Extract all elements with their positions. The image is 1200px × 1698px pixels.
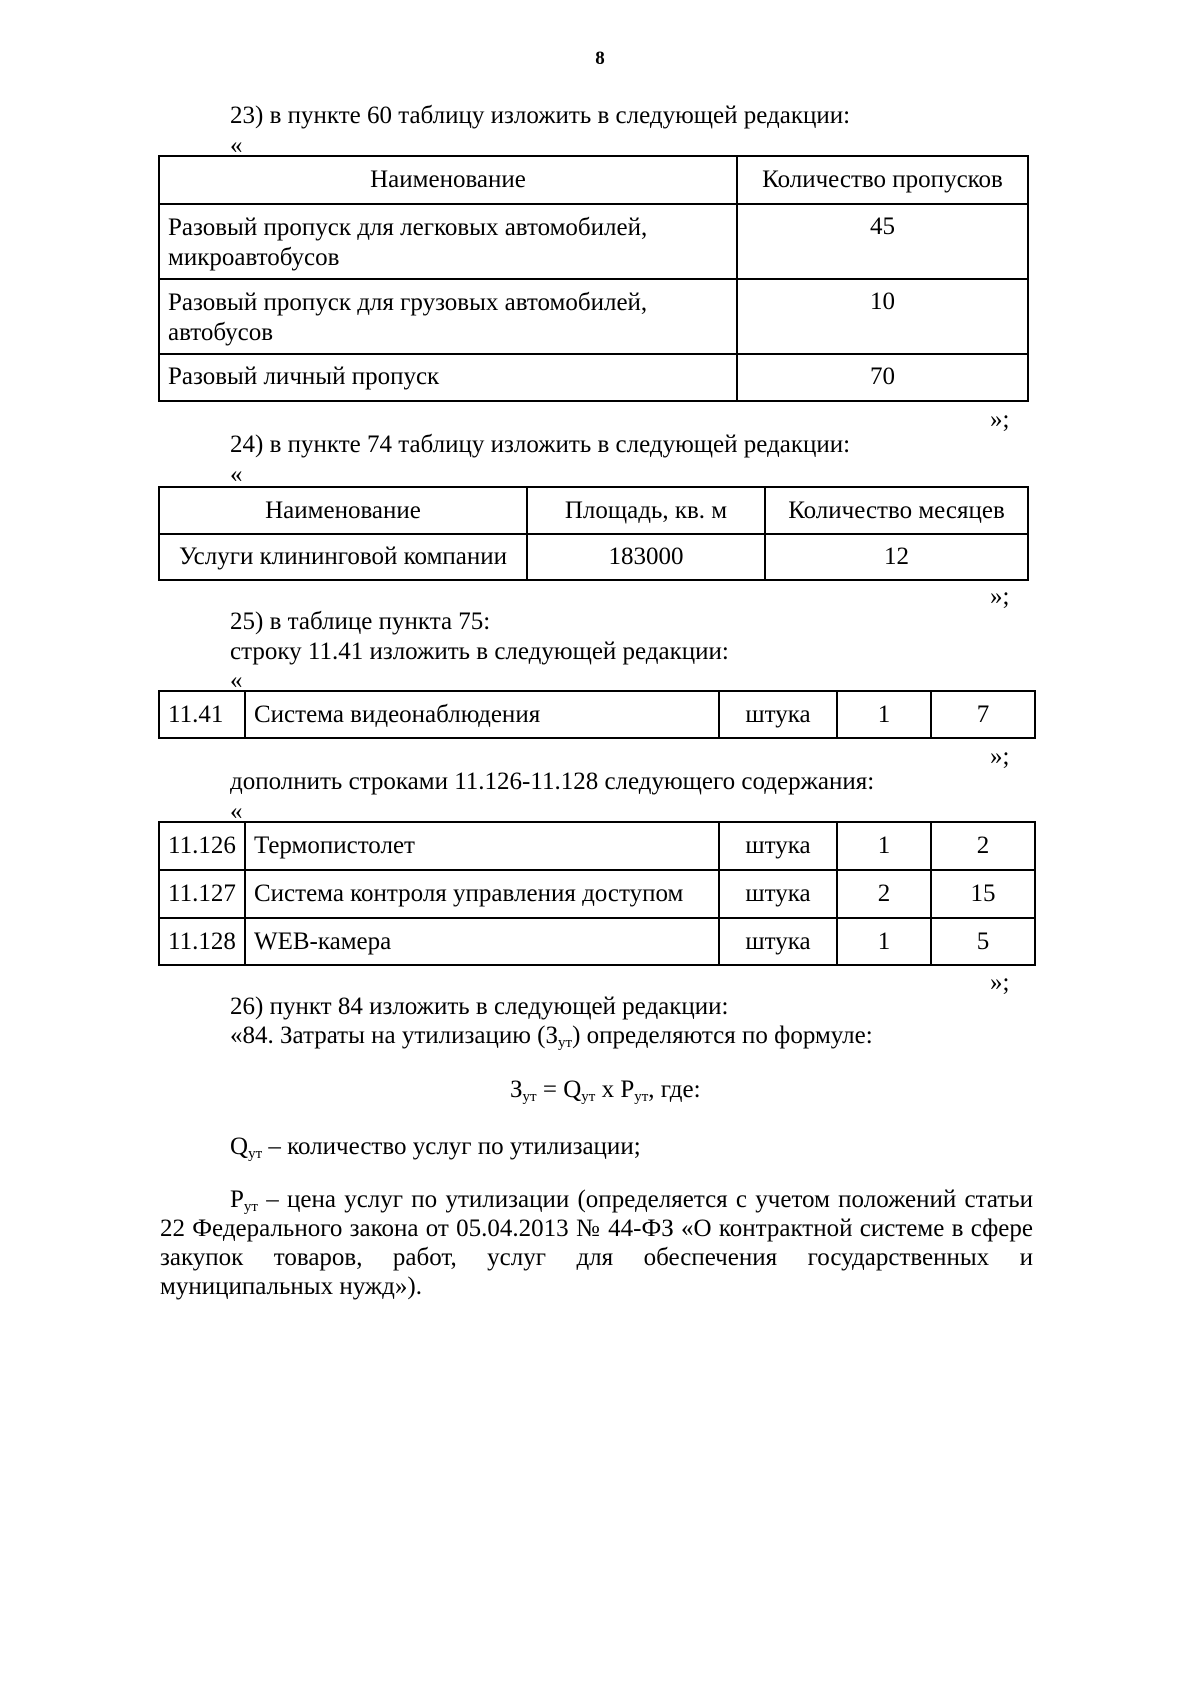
table-item24 <box>158 486 1029 581</box>
table-item25-new-rows <box>158 821 1036 966</box>
cell-count: 70 <box>737 354 1028 401</box>
item25-close-quote2: »; <box>990 969 1010 996</box>
item26-intro: 26) пункт 84 изложить в следующей редакции: <box>230 993 729 1020</box>
table-row <box>159 279 1028 354</box>
cell-name: Разовый личный пропуск <box>159 354 737 401</box>
item24-intro: 24) в пункте 74 таблицу изложить в следующей редакции: <box>230 431 851 458</box>
cell-qty: 2 <box>837 870 931 918</box>
cell-value: 5 <box>931 918 1035 965</box>
item23-close-quote: »; <box>990 406 1010 433</box>
table-item23 <box>158 155 1029 402</box>
table-row <box>159 354 1028 401</box>
item25-open-quote2: « <box>230 798 243 825</box>
cell-months: 12 <box>765 534 1028 580</box>
cell-name: WEB-камера <box>245 918 719 965</box>
cell-name: Система видеонаблюдения <box>245 691 719 738</box>
table-row <box>159 870 1035 918</box>
formula: $З_{ут} = Q_{ут}$ х $Р_{ут}$, где: <box>510 1076 701 1105</box>
q-definition: $Q_{ут}$ – количество услуг по утилизации; <box>230 1133 641 1162</box>
cell-unit: штука <box>719 691 837 738</box>
item25-open-quote: « <box>230 667 243 694</box>
cell-value: 2 <box>931 822 1035 870</box>
table-row <box>159 204 1028 279</box>
item25-intro: 25) в таблице пункта 75: <box>230 608 491 635</box>
item25-line3: дополнить строками 11.126-11.128 следующего содержания: <box>230 768 875 795</box>
cell-qty: 1 <box>837 691 931 738</box>
cell-name: Услуги клининговой компании <box>159 534 527 580</box>
cell-unit: штука <box>719 918 837 965</box>
page-number: 8 <box>595 48 605 69</box>
cell-name: Термопистолет <box>245 822 719 870</box>
cell-qty: 1 <box>837 822 931 870</box>
cell-name: Разовый пропуск для легковых автомобилей, микроавтобусов <box>159 204 737 279</box>
cell-area: 183000 <box>527 534 765 580</box>
item24-open-quote: « <box>230 461 243 488</box>
header-name: Наименование <box>159 487 527 534</box>
cell-value: 15 <box>931 870 1035 918</box>
cell-code: 11.128 <box>159 918 245 965</box>
cell-code: 11.127 <box>159 870 245 918</box>
table-item25-row1141 <box>158 690 1036 739</box>
cell-name: Система контроля управления доступом <box>245 870 719 918</box>
cell-value: 7 <box>931 691 1035 738</box>
header-area: Площадь, кв. м <box>527 487 765 534</box>
cell-count: 10 <box>737 279 1028 354</box>
item23-intro: 23) в пункте 60 таблицу изложить в следующей редакции: <box>230 102 851 129</box>
table-row <box>159 822 1035 870</box>
item23-open-quote: « <box>230 132 243 159</box>
table-row <box>159 691 1035 738</box>
header-count: Количество пропусков <box>737 156 1028 204</box>
table-header-row <box>159 487 1028 534</box>
cell-unit: штука <box>719 822 837 870</box>
cell-qty: 1 <box>837 918 931 965</box>
cell-code: 11.41 <box>159 691 245 738</box>
item24-close-quote: »; <box>990 583 1010 610</box>
header-months: Количество месяцев <box>765 487 1028 534</box>
item25-line2: строку 11.41 изложить в следующей редакции: <box>230 638 729 665</box>
item25-close-quote: »; <box>990 743 1010 770</box>
cell-count: 45 <box>737 204 1028 279</box>
cell-code: 11.126 <box>159 822 245 870</box>
cell-name: Разовый пропуск для грузовых автомобилей, автобусов <box>159 279 737 354</box>
p-definition: $Р_{ут}$ – цена услуг по утилизации (определяется с учетом положений статьи 22 Федерального закона от 05.04.2013 № 44-ФЗ «О контрактной системе в сфере закупок товаров, работ, услуг для обеспечения государственных и муниципальных нужд»). <box>160 1186 1033 1300</box>
item26-line2: «84. Затраты на утилизацию $(З_{ут})$ определяются по формуле: <box>230 1022 873 1051</box>
table-row <box>159 534 1028 580</box>
header-name: Наименование <box>159 156 737 204</box>
cell-unit: штука <box>719 870 837 918</box>
table-header-row <box>159 156 1028 204</box>
table-row <box>159 918 1035 965</box>
